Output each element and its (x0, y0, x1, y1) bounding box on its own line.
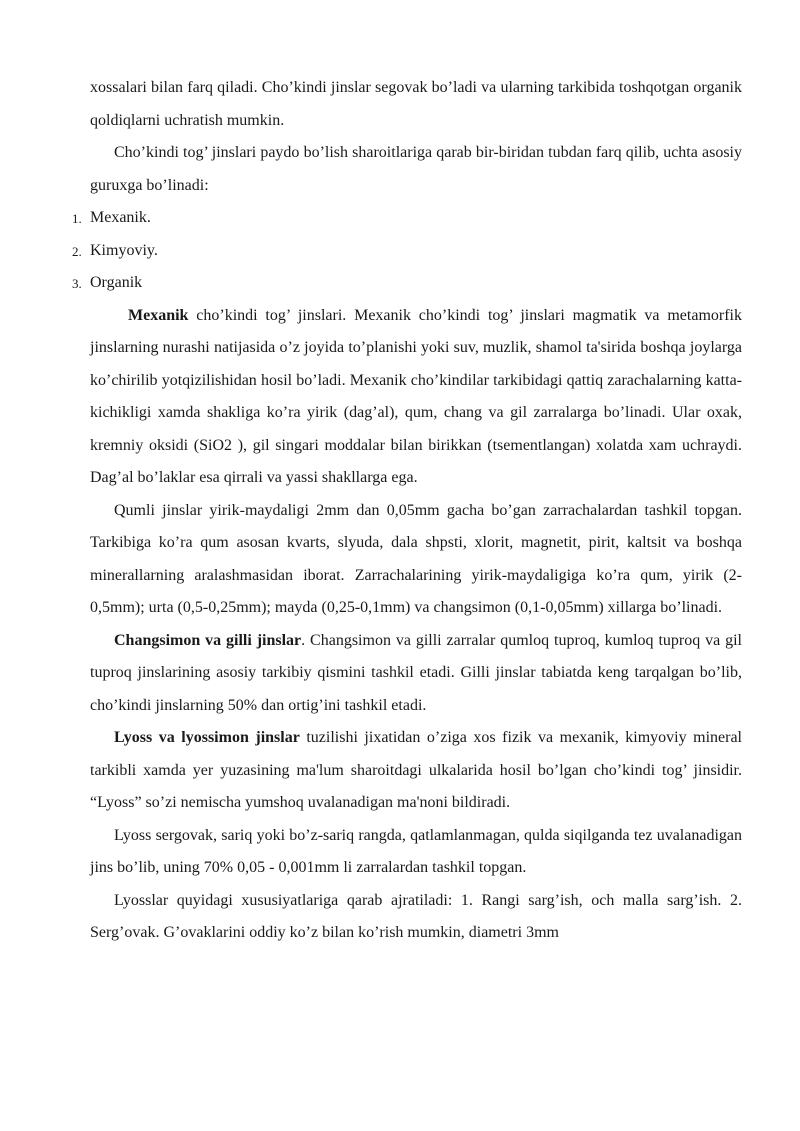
paragraph-text: tuzilishi jixatidan o’ziga xos fizik va mexanik, kimyoviy mineral tarkibli xamda yer yuzasining ma'lum sharoitdagi ulkalarida hosil bo’lgan cho’kindi tog’ jinsidir. “Lyoss” so’zi nemischa yumshoq uvalanadigan ma'noni bildiradi. (90, 729, 742, 811)
paragraph-text: . Changsimon va gilli zarralar qumloq tuproq, kumloq tuproq va gil tuproq jinslarining asosiy tarkibiy qismini tashkil etadi. Gilli jinslar tabiatda keng tarqalgan bo’lib, cho’kindi jinslarning 50% dan ortig’ini tashkil etadi. (90, 631, 742, 714)
paragraph-text: cho’kindi tog’ jinslari. Mexanik cho’kindi tog’ jinslari magmatik va metamorfik jinslarning nurashi natijasida o’z joyida to’planishi yoki suv, muzlik, shamol ta'sirida boshqa joylarga ko’chirilib yotqizilishidan hosil bo’ladi. Mexanik cho’kindilar tarkibidagi qattiq zarachalarning katta-kichikligi xamda shakliga ko’ra yirik (dag’al), qum, chang va gil zarralarga bo’linadi. Ular oxak, kremniy oksidi (SiO2 ), gil singari moddalar bilan birikkan (tsementlangan) xolatda xam uchraydi. Dag’al bo’laklar esa qirrali va yassi shakllarga ega. (90, 306, 742, 486)
list-number: 2. (72, 243, 82, 259)
paragraph-changsimon (90, 625, 742, 723)
paragraph-qumli: Qumli jinslar yirik-maydaligi 2mm dan 0,05mm gacha bo’gan zarrachalardan tashkil topgan. Tarkibiga ko’ra qum asosan kvarts, slyuda, dala shpsti, xlorit, magnetit, pirit, kaltsit va boshqa minerallarning aralashmasidan iborat. Zarrachalarining yirik-maydaligiga ko’ra qum, yirik (2-0,5mm); urta (0,5-0,25mm); mayda (0,25-0,1mm) va changsimon (0,1-0,05mm) xillarga bo’linadi. (90, 501, 742, 616)
bold-term: Mexanik (128, 306, 189, 324)
group-list (72, 202, 742, 300)
list-item-text: Organik (90, 274, 143, 291)
paragraph-mexanik (90, 300, 742, 495)
paragraph-2: Cho’kindi tog’ jinslari paydo bo’lish sharoitlariga qarab bir-biridan tubdan farq qilib, uchta asosiy guruxga bo’linadi: (90, 144, 742, 194)
list-item-text: Mexanik. (90, 209, 151, 226)
bold-term: Changsimon va gilli jinslar (114, 631, 302, 649)
paragraph-lyoss-properties: Lyosslar quyidagi xususiyatlariga qarab ajratiladi: 1. Rangi sarg’ish, och malla sarg’ish. 2. Serg’ovak. G’ovaklarini oddiy ko’z bilan ko’rish mumkin, diametri 3mm (90, 891, 742, 941)
paragraph-1: xossalari bilan farq qiladi. Cho’kindi jinslar segovak bo’ladi va ularning tarkibida toshqotgan organik qoldiqlarni uchratish mumkin. (90, 79, 742, 129)
paragraph-lyoss (90, 722, 742, 820)
list-number: 3. (72, 276, 82, 291)
list-number: 1. (72, 211, 82, 226)
bold-term: Lyoss va lyossimon jinslar (114, 729, 300, 746)
list-item-text: Kimyoviy. (90, 241, 158, 259)
list-item (72, 267, 742, 300)
list-item (72, 235, 742, 268)
list-item (72, 202, 742, 235)
paragraph-lyoss-description: Lyoss sergovak, sariq yoki bo’z-sariq rangda, qatlamlanmagan, qulda siqilganda tez uvalanadigan jins bo’lib, uning 70% 0,05 - 0,001mm li zarralardan tashkil topgan. (90, 826, 742, 876)
